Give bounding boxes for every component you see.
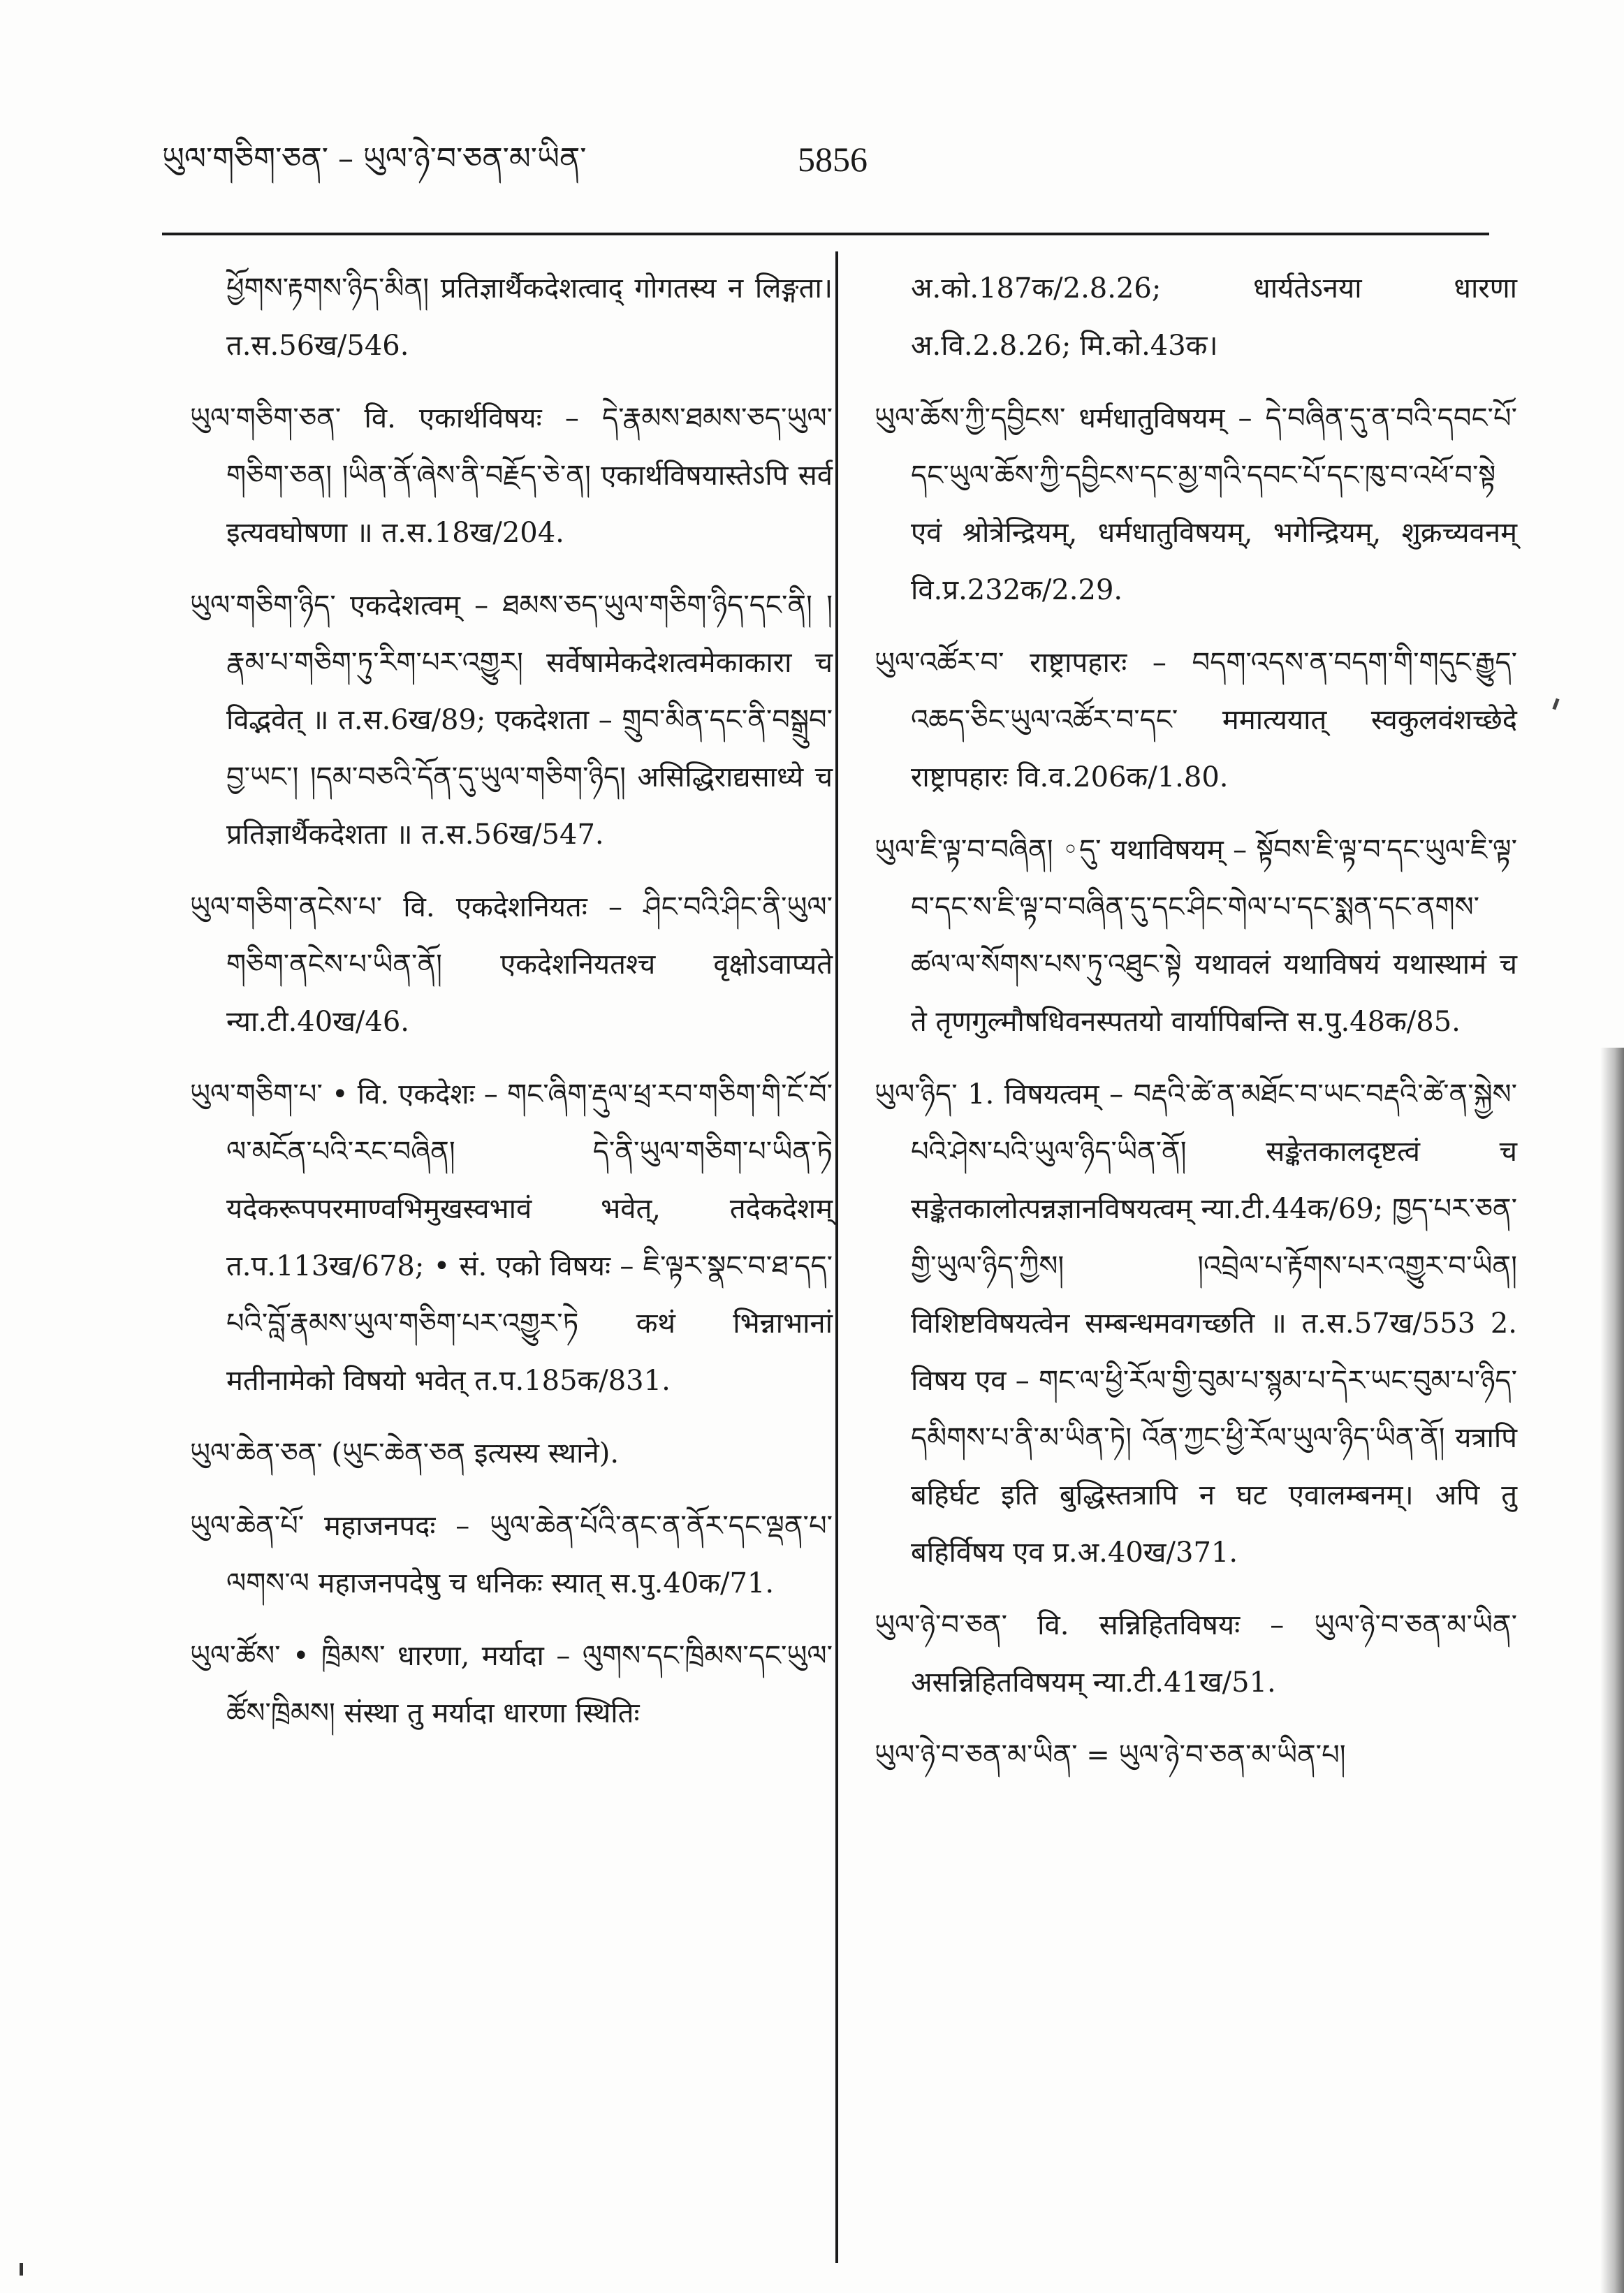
running-head: ཡུལ་གཅིག་ཅན་ – ཡུལ་ཉེ་བ་ཅན་མ་ཡིན་ bbox=[162, 141, 587, 177]
page-edge-shadow bbox=[1600, 1048, 1624, 2293]
page-number: 5856 bbox=[798, 140, 868, 179]
left-column bbox=[190, 260, 833, 1757]
dictionary-entry: ཡུལ་གཅིག་ཅན་ वि. एकार्थविषयः – དེ་རྣམས་ཐམས་ཅད་ཡུལ་གཅིག་ཅན། །ཡིན་ནོ་ཞེས་ནི་བརྗོད་ཅེ་ན། एकार्थविषयास्तेऽपि सर्व इत्यवघोषणा ॥ त.स.18ख/204. bbox=[190, 402, 833, 549]
dictionary-entry: ཡུལ་གཅིག་པ་ • वि. एकदेशः – གང་ཞིག་རྡུལ་ཕྲ་རབ་གཅིག་གི་ངོ་བོ་ལ་མངོན་པའི་རང་བཞིན། དེ་ནི་ཡུལ་གཅིག་པ་ཡིན་ཏེ यदेकरूपपरमाण्वभिमुखस्वभावं भवेत्, तदेकदेशम् त.प.113ख/678; • सं. एको विषयः – ཇི་ལྟར་སྣང་བ་ཐ་དད་པའི་བློ་རྣམས་ཡུལ་གཅིག་པར་འགྱུར་ཏེ कथं भिन्नाभानां मतीनामेको विषयो भवेत् त.प.185क/831. bbox=[190, 1078, 833, 1397]
dictionary-entry: ཡུལ་ཆེན་ཅན་ (ཡུང་ཆེན་ཅན इत्यस्य स्थाने). bbox=[190, 1437, 620, 1470]
dictionary-entry: ཡུལ་གཅིག་ནངེས་པ་ वि. एकदेशनियतः – ཤིང་བའི་ཤིང་ནི་ཡུལ་གཅིག་ནངེས་པ་ཡིན་ནོ། एकदेशनियतश्च वृक्षोऽवाप्यते न्या.टी.40ख/46. bbox=[190, 891, 833, 1038]
header-rule bbox=[162, 233, 1489, 235]
dictionary-entry: ཡུལ་ཉིད་ 1. विषयत्वम् – བརྡའི་ཚེ་ན་མཐོང་བ་ཡང་བརྡའི་ཚེ་ན་སྐྱེས་པའི་ཤེས་པའི་ཡུལ་ཉིད་ཡིན་ནོ། सङ्केतकालदृष्टत्वं च सङ्केतकालोत्पन्नज्ञानविषयत्वम् न्या.टी.44क/69; ཁྱད་པར་ཅན་གྱི་ཡུལ་ཉིད་ཀྱིས། །འབྲེལ་པ་རྟོགས་པར་འགྱུར་བ་ཡིན། विशिष्टविषयत्वेन सम्बन्धमवगच्छति ॥ त.स.57ख/553 2. विषय एव – གང་ལ་ཕྱི་རོལ་གྱི་བུམ་པ་སྙམ་པ་དེར་ཡང་བུམ་པ་ཉིད་དམིགས་པ་ནི་མ་ཡིན་ཏེ། འོན་ཀྱང་ཕྱི་རོལ་ཡུལ་ཉིད་ཡིན་ནོ། यत्रापि बहिर्घट इति बुद्धिस्तत्रापि न घट एवालम्बनम्। अपि तु बहिर्विषय एव प्र.अ.40ख/371. bbox=[875, 1078, 1517, 1569]
right-column bbox=[875, 260, 1517, 1799]
dictionary-entry: ཡུལ་ཉེ་བ་ཅན་ वि. सन्निहितविषयः – ཡུལ་ཉེ་བ་ཅན་མ་ཡིན་ असन्निहितविषयम् न्या.टी.41ख/51. bbox=[875, 1609, 1517, 1699]
scan-mark bbox=[20, 2263, 23, 2276]
dictionary-entry: ཡུལ་ཚོས་ • ཁྲིམས་ धारणा, मर्यादा – ལུགས་དང་ཁྲིམས་དང་ཡུལ་ཚོས་ཁྲིམས། संस्था तु मर्यादा धारणा स्थितिः bbox=[190, 1640, 833, 1729]
dictionary-entry: ཕྱོགས་རྟགས་ཉིད་མིན། प्रतिज्ञार्थैकदेशत्वाद् गोगतस्य न लिङ्गता। त.स.56ख/546. bbox=[226, 272, 833, 362]
dictionary-entry: ཡུལ་ཇི་ལྟ་བ་བཞིན། ◦དུ་ यथाविषयम् – སྟོབས་ཇི་ལྟ་བ་དང་ཡུལ་ཇི་ལྟ་བ་དང་ས་ཇི་ལྟ་བ་བཞིན་དུ་དང་ཤིང་གེལ་པ་དང་སྨན་དང་ནགས་ཚལ་ལ་སོགས་པས་ཏུ་འཐུང་སྟེ यथावलं यथाविषयं यथास्थामं च ते तृणगुल्मौषधिवनस्पतयो वार्यापिबन्ति स.पु.48क/85. bbox=[875, 834, 1517, 1038]
dictionary-entry: ཡུལ་ཆོས་ཀྱི་དབྱིངས་ धर्मधातुविषयम् – དེ་བཞིན་དུ་ན་བའི་དབང་པོ་དང་ཡུལ་ཆོས་ཀྱི་དབྱིངས་དང་མྱ་གའི་དབང་པོ་དང་ཁུ་བ་འཕོ་བ་སྟེ एवं श्रोत्रेन्द्रियम्, धर्मधातुविषयम्, भगेन्द्रियम्, शुक्रच्यवनम् वि.प्र.232क/2.29. bbox=[875, 402, 1517, 606]
dictionary-entry: ཡུལ་ཉེ་བ་ཅན་མ་ཡིན་ = ཡུལ་ཉེ་བ་ཅན་མ་ཡིན་པ། bbox=[875, 1739, 1346, 1771]
dictionary-entry: ཡུལ་ཆེན་པོ་ महाजनपदः – ཡུལ་ཆེན་པོའི་ནང་ན་ནོར་དང་ལྡན་པ་ལགས་ལ महाजनपदेषु च धनिकः स्यात् स.पु.40क/71. bbox=[190, 1510, 833, 1599]
scan-mark bbox=[1552, 698, 1559, 710]
dictionary-entry: ཡུལ་གཅིག་ཉིད་ एकदेशत्वम् – ཐམས་ཅད་ཡུལ་གཅིག་ཉིད་དང་ནི། །རྣམ་པ་གཅིག་ཏུ་རིག་པར་འགྱུར། सर्वेषामेकदेशत्वमेकाकारा च विद्भवेत् ॥ त.स.6ख/89; एकदेशता – གྲུབ་མིན་དང་ནི་བསྒྲུབ་བྱ་ཡང་། །དམ་བཅའི་དོན་དུ་ཡུལ་གཅིག་ཉིད། असिद्धिराद्यसाध्ये च प्रतिज्ञार्थैकदेशता ॥ त.स.56ख/547. bbox=[190, 589, 833, 851]
dictionary-entry: ཡུལ་འཚོར་བ་ राष्ट्रापहारः – བདག་འདས་ན་བདག་གི་གདུང་རྒྱུད་འཆད་ཅིང་ཡུལ་འཚོར་བ་དང་ ममात्ययात् स्वकुलवंशच्छेदे राष्ट्रापहारः वि.व.206क/1.80. bbox=[875, 647, 1517, 793]
column-divider bbox=[835, 251, 838, 2263]
dictionary-entry: अ.को.187क/2.8.26; धार्यतेऽनया धारणा अ.वि.2.8.26; मि.को.43क। bbox=[911, 272, 1517, 362]
